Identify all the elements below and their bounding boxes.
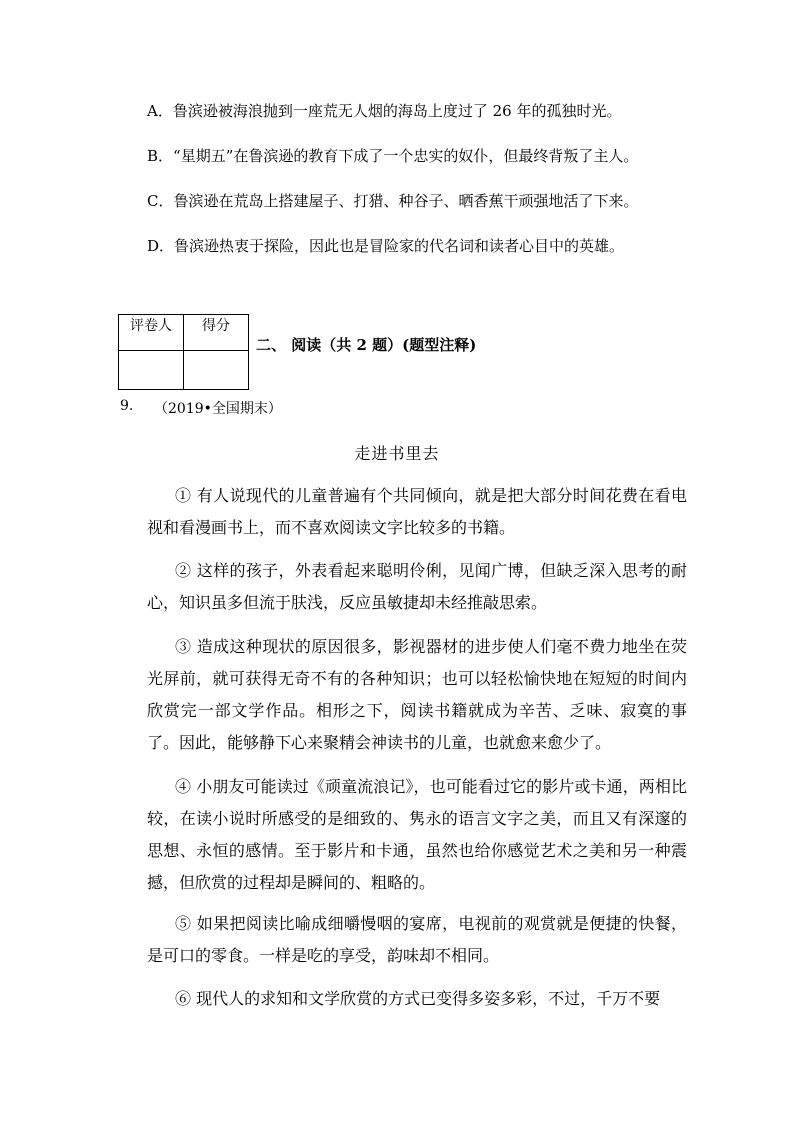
score-label: 得分 <box>184 315 249 351</box>
score-cell[interactable] <box>184 351 249 390</box>
question-source: （2019•全国期末） <box>154 401 282 417</box>
score-table <box>118 314 249 390</box>
paragraph-1: ① 有人说现代的儿童普遍有个共同倾向，就是把大部分时间花费在看电视和看漫画书上，而不喜欢阅读文字比较多的书籍。 <box>147 486 687 537</box>
grader-cell[interactable] <box>119 351 184 390</box>
question-number: 9. <box>120 398 134 414</box>
option-a: A．鲁滨逊被海浪抛到一座荒无人烟的海岛上度过了 26 年的孤独时光。 <box>147 102 622 120</box>
option-c: C．鲁滨逊在荒岛上搭建屋子、打猎、种谷子、晒香蕉干顽强地活了下来。 <box>147 192 639 210</box>
paragraph-6: ⑥ 现代人的求知和文学欣赏的方式已变得多姿多彩，不过，千万不要 <box>175 989 661 1008</box>
option-d: D．鲁滨逊热衷于探险，因此也是冒险家的代名词和读者心目中的英雄。 <box>147 237 625 255</box>
grader-label: 评卷人 <box>119 315 184 351</box>
option-b: B．“星期五”在鲁滨逊的教育下成了一个忠实的奴仆，但最终背叛了主人。 <box>147 147 639 165</box>
paragraph-2: ② 这样的孩子，外表看起来聪明伶俐，见闻广博，但缺乏深入思考的耐心，知识虽多但流于肤浅，反应虽敏捷却未经推敲思索。 <box>147 561 687 612</box>
paragraph-4: ④ 小朋友可能读过《顽童流浪记》，也可能看过它的影片或卡通，两相比较，在读小说时所感受的是细致的、隽永的语言文字之美，而且又有深邃的思想、永恒的感情。至于影片和卡通，虽然也给你感觉艺术之美和另一种震撼，但欣赏的过程却是瞬间的、粗略的。 <box>147 777 687 892</box>
section-title: 二、 阅读（共 2 题）(题型注释) <box>256 336 477 354</box>
paragraph-3: ③ 造成这种现状的原因很多，影视器材的进步使人们毫不费力地坐在荧光屏前，就可获得无奇不有的各种知识；也可以轻松愉快地在短短的时间内欣赏完一部文学作品。相形之下，阅读书籍就成为辛苦、乏味、寂寞的事了。因此，能够静下心来聚精会神读书的儿童，也就愈来愈少了。 <box>147 637 687 752</box>
article-title: 走进书里去 <box>354 444 440 463</box>
paragraph-5: ⑤ 如果把阅读比喻成细嚼慢咽的宴席，电视前的观赏就是便捷的快餐，是可口的零食。一样是吃的享受，韵味却不相同。 <box>147 914 687 965</box>
